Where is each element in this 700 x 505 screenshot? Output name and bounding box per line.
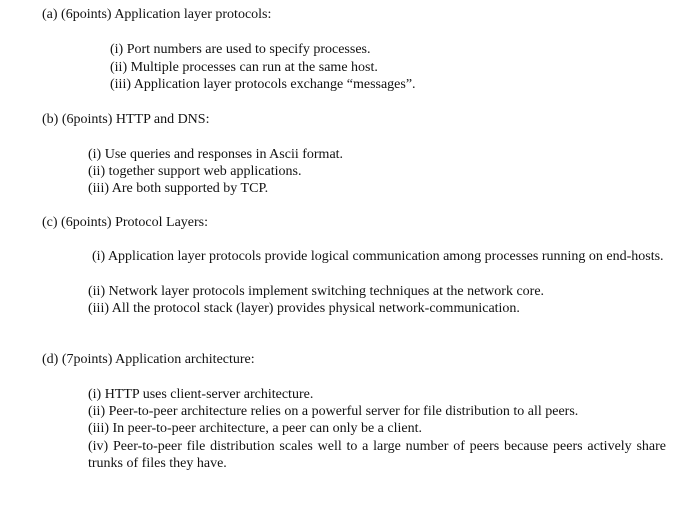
section-d-item-1: (i) HTTP uses client-server architecture.: [88, 387, 314, 402]
section-d-item-2: (ii) Peer-to-peer architecture relies on a powerful server for file distribution to all peers.: [88, 404, 579, 419]
section-d-item-4: (iv) Peer-to-peer file distribution scales well to a large number of peers because peers actively share trunks of files they have.: [88, 439, 666, 471]
section-d-heading: (d) (7points) Application architecture:: [42, 352, 255, 367]
section-b-item-3: (iii) Are both supported by TCP.: [88, 181, 269, 196]
section-b-heading: (b) (6points) HTTP and DNS:: [42, 112, 210, 127]
section-c-item-1: (i) Application layer protocols provide logical communication among processes running on end-hosts.: [92, 249, 664, 264]
section-c-heading: (c) (6points) Protocol Layers:: [42, 215, 209, 230]
section-b-item-1: (i) Use queries and responses in Ascii format.: [88, 147, 344, 162]
section-c-item-2: (ii) Network layer protocols implement switching techniques at the network core.: [88, 284, 545, 299]
section-d-item-3: (iii) In peer-to-peer architecture, a peer can only be a client.: [88, 421, 422, 436]
section-a-item-2: (ii) Multiple processes can run at the same host.: [110, 60, 378, 75]
section-b-item-2: (ii) together support web applications.: [88, 164, 302, 179]
section-a-item-3: (iii) Application layer protocols exchange “messages”.: [110, 77, 416, 92]
section-c-item-3: (iii) All the protocol stack (layer) provides physical network-communication.: [88, 301, 520, 316]
section-a-item-1: (i) Port numbers are used to specify processes.: [110, 42, 371, 57]
section-a-heading: (a) (6points) Application layer protocols:: [42, 7, 272, 22]
